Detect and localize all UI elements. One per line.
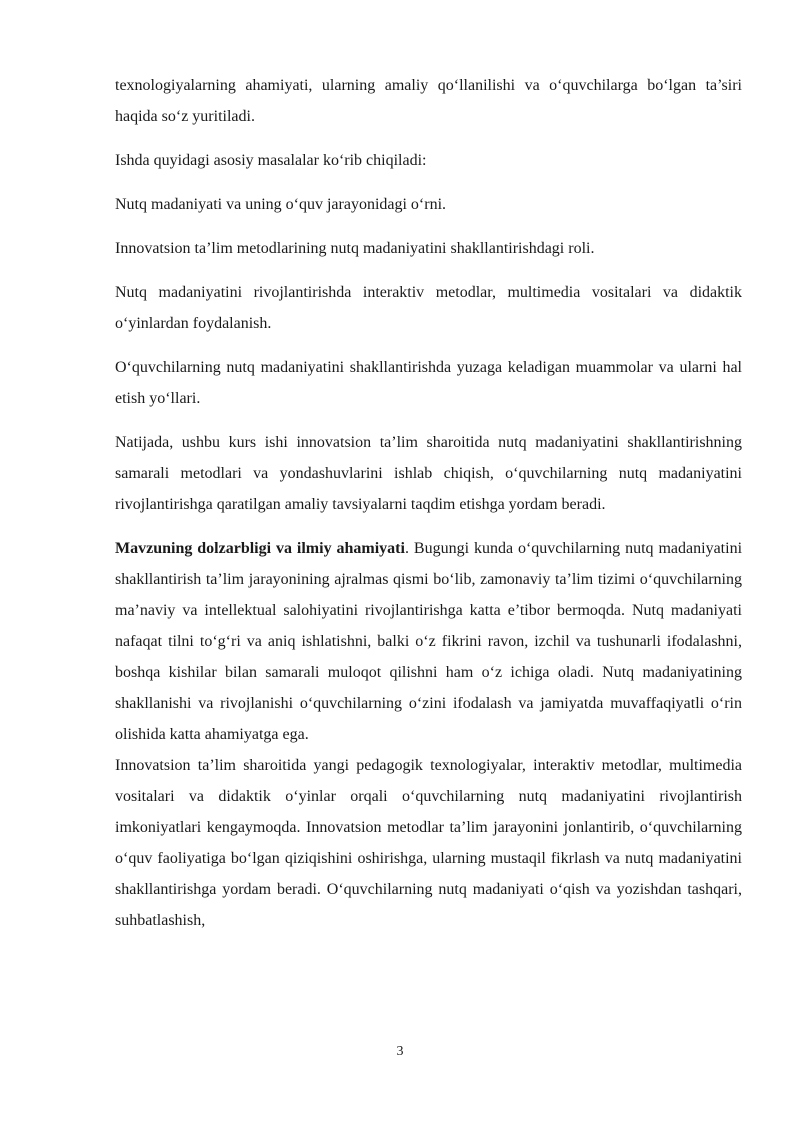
- paragraph-intro-continuation: texnologiyalarning ahamiyati, ularning amaliy qo‘llanilishi va o‘quvchilarga bo‘lgan ta’siri haqida so‘z yuritiladi.: [115, 77, 742, 125]
- paragraph-issue-2: Innovatsion ta’lim metodlarining nutq madaniyatini shakllantirishdagi roli.: [115, 240, 595, 257]
- paragraph-issue-3: Nutq madaniyatini rivojlantirishda interaktiv metodlar, multimedia vositalari va didaktik o‘yinlardan foydalanish.: [115, 284, 742, 332]
- relevance-heading: Mavzuning dolzarbligi va ilmiy ahamiyati: [115, 540, 405, 557]
- relevance-text: . Bugungi kunda o‘quvchilarning nutq madaniyatini shakllantirish ta’lim jarayonining ajralmas qismi bo‘lib, zamonaviy ta’lim tizimi o‘quvchilarning ma’naviy va intellektual salohiyatini rivojlantirishga katta e’tibor bermoqda. Nutq madaniyati nafaqat tilni to‘g‘ri va aniq ishlatishni, balki o‘z fikrini ravon, izchil va tushunarli ifodalashni, boshqa kishilar bilan samarali muloqot qilishni ham o‘z ichiga oladi. Nutq madaniyatining shakllanishi va rivojlanishi o‘quvchilarning o‘zini ifodalash va jamiyatda muvaffaqiyatli o‘rin olishida katta ahamiyatga ega.: [115, 540, 743, 743]
- paragraph-issues-intro: Ishda quyidagi asosiy masalalar ko‘rib chiqiladi:: [115, 152, 427, 169]
- paragraph-issue-1: Nutq madaniyati va uning o‘quv jarayonidagi o‘rni.: [115, 196, 447, 213]
- page-number: 3: [396, 1044, 404, 1059]
- paragraph-conclusion: Natijada, ushbu kurs ishi innovatsion ta’lim sharoitida nutq madaniyatini shakllantirishning samarali metodlari va yondashuvlarini ishlab chiqish, o‘quvchilarning nutq madaniyatini rivojlantirishga qaratilgan amaliy tavsiyalarni taqdim etishga yordam beradi.: [115, 434, 742, 513]
- paragraph-innovation: Innovatsion ta’lim sharoitida yangi pedagogik texnologiyalar, interaktiv metodlar, multimedia vositalari va didaktik o‘yinlar orqali o‘quvchilarning nutq madaniyatini rivojlantirish imkoniyatlari kengaymoqda. Innovatsion metodlar ta’lim jarayonini jonlantirib, o‘quvchilarning o‘quv faoliyatiga bo‘lgan qiziqishini oshirishga, ularning mustaqil fikrlash va nutq madaniyatini shakllantirishga yordam beradi. O‘quvchilarning nutq madaniyati o‘qish va yozishdan tashqari, suhbatlashish,: [115, 757, 742, 929]
- paragraph-relevance: [115, 533, 742, 750]
- document-page: [115, 70, 742, 936]
- paragraph-issue-4: O‘quvchilarning nutq madaniyatini shakllantirishda yuzaga keladigan muammolar va ularni hal etish yo‘llari.: [115, 359, 742, 407]
